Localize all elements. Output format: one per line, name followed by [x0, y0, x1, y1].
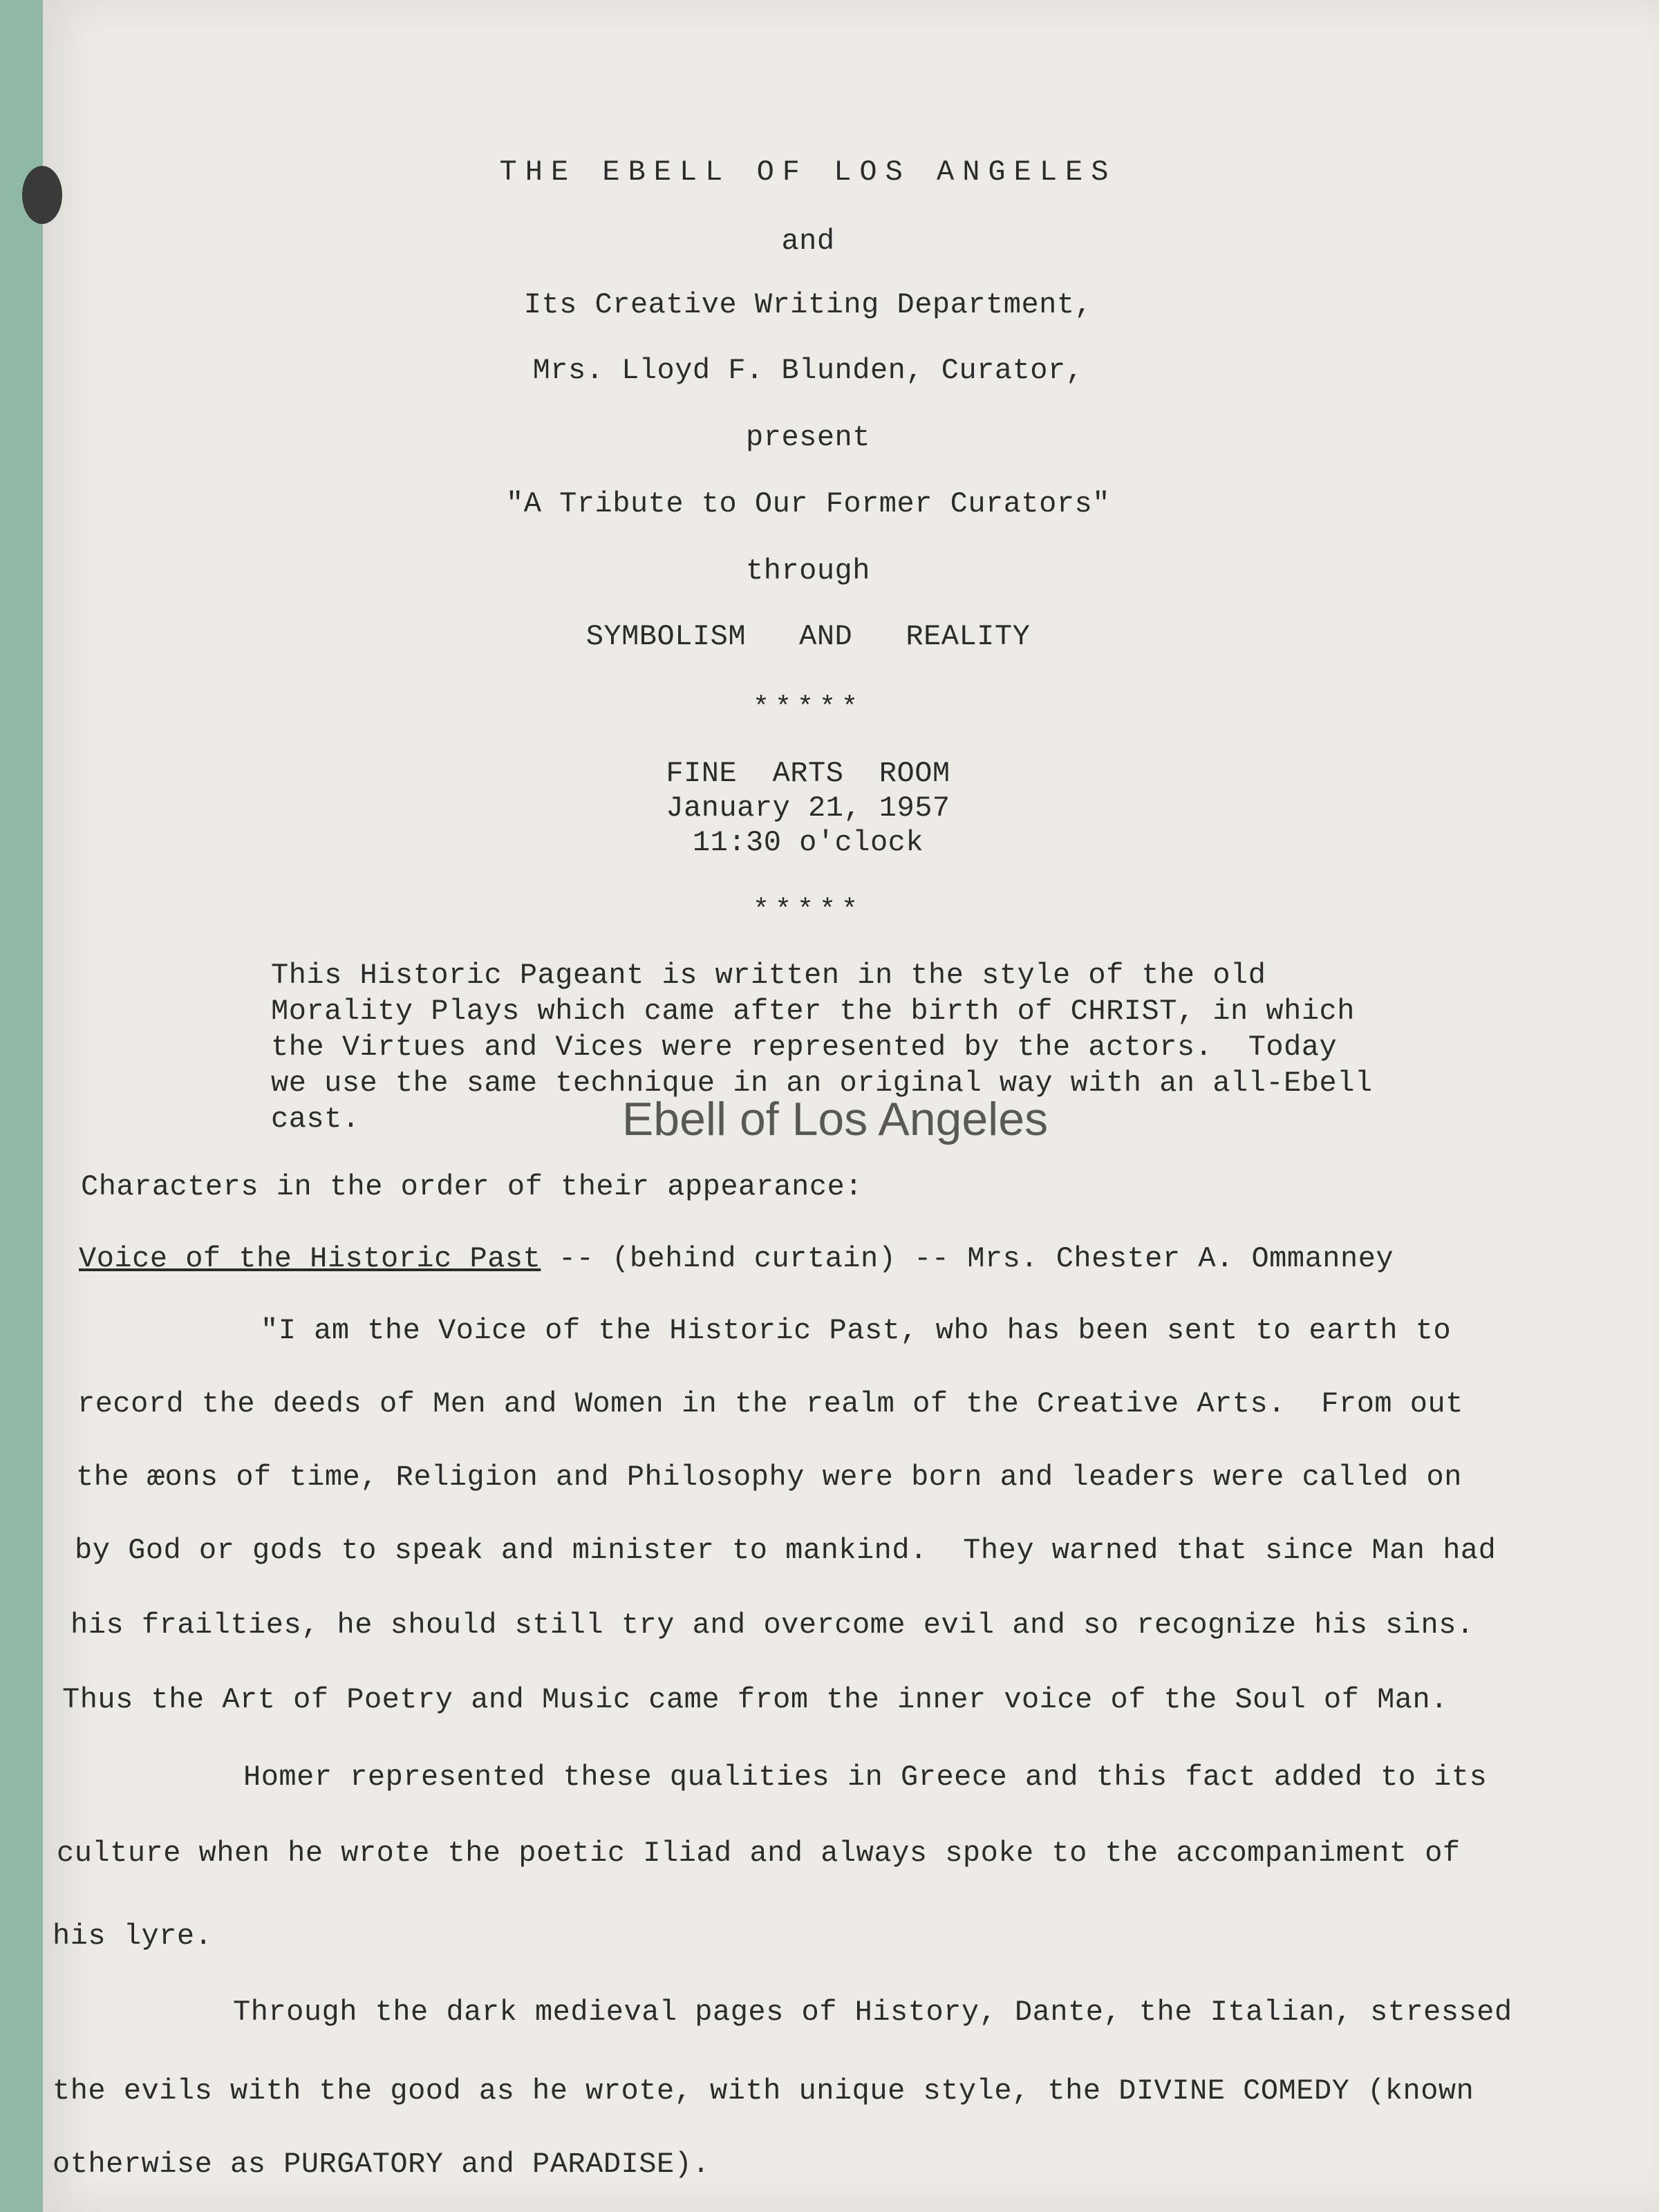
- document-title: THE EBELL OF LOS ANGELES: [499, 156, 1117, 189]
- speech-line: culture when he wrote the poetic Iliad and always spoke to the accompaniment of: [57, 1837, 1461, 1870]
- stars-divider-bottom: *****: [752, 895, 864, 926]
- header-and: and: [781, 225, 835, 258]
- header-department: Its Creative Writing Department,: [523, 288, 1093, 321]
- intro-line: Morality Plays which came after the birth of CHRIST, in which: [271, 995, 1355, 1028]
- speech-line: the evils with the good as he wrote, with unique style, the DIVINE COMEDY (known: [53, 2074, 1474, 2108]
- document-page: [43, 0, 1659, 2212]
- speech-line: his frailties, he should still try and overcome evil and so recognize his sins.: [71, 1609, 1474, 1642]
- speech-line: "I am the Voice of the Historic Past, who has been sent to earth to: [261, 1314, 1452, 1347]
- intro-line: cast.: [271, 1103, 360, 1136]
- header-theme: SYMBOLISM AND REALITY: [585, 620, 1031, 653]
- speech-line: by God or gods to speak and minister to mankind. They warned that since Man had: [75, 1534, 1497, 1567]
- intro-line: we use the same technique in an original way with an all-Ebell: [271, 1067, 1373, 1100]
- speech-line: Through the dark medieval pages of History, Dante, the Italian, stressed: [233, 1996, 1512, 2029]
- header-tribute: "A Tribute to Our Former Curators": [506, 487, 1110, 521]
- character-role: Voice of the Historic Past: [79, 1242, 541, 1275]
- header-curator: Mrs. Lloyd F. Blunden, Curator,: [532, 354, 1084, 387]
- character-entry: [79, 1244, 1394, 1273]
- character-detail: -- (behind curtain) -- Mrs. Chester A. Ommanney: [541, 1242, 1394, 1275]
- speech-line: otherwise as PURGATORY and PARADISE).: [53, 2148, 711, 2181]
- event-time: 11:30 o'clock: [692, 826, 924, 859]
- speech-line: the æons of time, Religion and Philosophy were born and leaders were called on: [76, 1461, 1462, 1494]
- header-through: through: [746, 554, 870, 588]
- characters-heading: Characters in the order of their appearance:: [81, 1170, 863, 1203]
- event-room: FINE ARTS ROOM: [666, 757, 950, 790]
- intro-line: the Virtues and Vices were represented by the actors. Today: [271, 1031, 1338, 1064]
- speech-line: Thus the Art of Poetry and Music came from the inner voice of the Soul of Man.: [62, 1683, 1448, 1716]
- speech-line: his lyre.: [53, 1920, 213, 1953]
- stars-divider-top: *****: [752, 693, 864, 724]
- speech-line: Homer represented these qualities in Greece and this fact added to its: [243, 1761, 1488, 1794]
- event-date: January 21, 1957: [666, 791, 950, 825]
- speech-line: record the deeds of Men and Women in the realm of the Creative Arts. From out: [77, 1387, 1463, 1421]
- watermark: Ebell of Los Angeles: [621, 1093, 1049, 1145]
- header-present: present: [746, 421, 870, 454]
- intro-line: This Historic Pageant is written in the style of the old: [271, 959, 1266, 992]
